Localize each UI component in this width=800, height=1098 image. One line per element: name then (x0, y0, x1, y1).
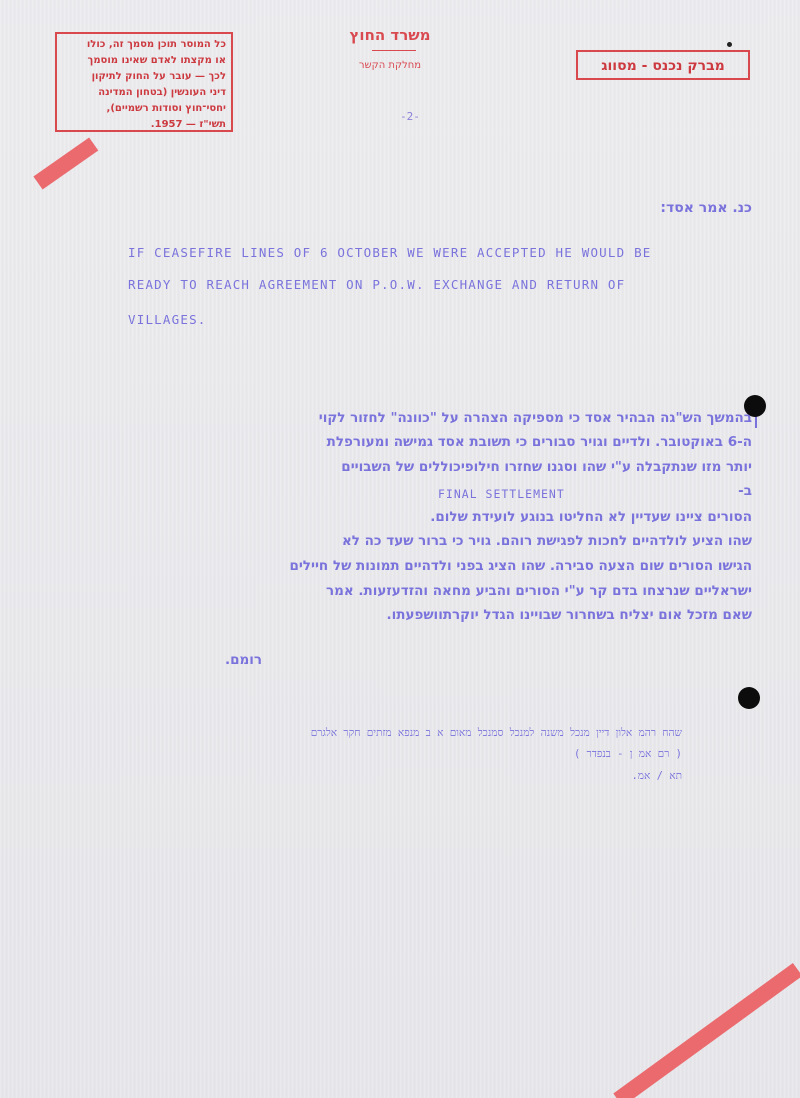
hebrew-body-line: הגישו הסורים שום הצעה סבירה. שהו הציג בפני ולדהיים תמונות של חיילים (289, 558, 752, 574)
english-quote-line: VILLAGES. (128, 312, 207, 327)
hebrew-body-line: שהו הציע לולדהיים לחכות לפגישת רוהם. גויר כי ברור שעד כה לא (341, 533, 752, 549)
ink-dot (727, 42, 732, 47)
ministry-title: משרד החוץ (349, 26, 431, 44)
punch-hole (738, 687, 760, 709)
signature: רומם. (224, 652, 262, 668)
distribution-line: ( רם אמ ן - בנפדר ) (574, 748, 682, 760)
english-quote-line: READY TO REACH AGREEMENT ON P.O.W. EXCHANGE AND RETURN OF (128, 277, 626, 292)
hebrew-body-line: ב- (738, 483, 752, 499)
final-settlement-text: FINAL SETTLEMENT (438, 487, 565, 501)
distribution-line: תא / אמ. (631, 770, 682, 782)
stamp-line: תשי"ז — 1957. (150, 119, 226, 130)
hebrew-body-line: ישראליים שנרצחו בדם קר ע"י הסורים והביע מחאה והזדעזעות. אמר (325, 583, 752, 599)
english-quote-line: IF CEASEFIRE LINES OF 6 OCTOBER WE WERE ACCEPTED HE WOULD BE (128, 245, 652, 260)
page-number: -2- (400, 110, 420, 123)
distribution-line: שהח רהמ אלון דיין מנכל משנה למנכל סמנכל מאום א ב מנפא מזתים חקר אלגרם (310, 727, 682, 739)
stamp-line: או מקצתו לאדם שאינו מוסמך (87, 55, 226, 66)
stamp-line: דיני העונשין (בטחון המדינה (98, 87, 226, 98)
red-corner-stripe (33, 137, 98, 189)
stamp-line: יחסי־חוץ וסודות רשמיים), (106, 103, 226, 114)
said-line: כנ. אמר אסד: (660, 200, 752, 216)
hebrew-body-line: שאם מזכל אום יצליח בשחרור שבויינו הגדל יוקרתוושפעתו. (386, 607, 752, 623)
stamp-line: כל המוסר תוכן מסמך זה, כולו (86, 39, 226, 50)
red-corner-stripe (613, 963, 800, 1098)
hebrew-body-line: בהמשך הש"גה הבהיר אסד כי מספיקה הצהרה על "כוונה" לחזור לקוי (318, 410, 752, 426)
department-name: מחלקת הקשר (358, 60, 422, 71)
title-underline (372, 50, 416, 51)
copyright-warning-stamp (55, 32, 233, 132)
stamp-line: לכך — עובר על החוק לתיקון (91, 71, 226, 82)
hebrew-body-line: ה-6 באוקטובר. ולדיים וגויר סבורים כי תשובת אסד גמישה ומעורפלת (326, 434, 752, 450)
hebrew-body-line: יותר מזו שנתקבלה ע"י שהו וסגנו שחזרו חילופיכוללים של השבויים (341, 459, 752, 475)
classification-stamp: מברק נכנס - מסווג (576, 50, 750, 80)
hebrew-body-line: הסורים ציינו שעדיין לא החליטו בנוגע לועידת שלום. (430, 509, 752, 525)
